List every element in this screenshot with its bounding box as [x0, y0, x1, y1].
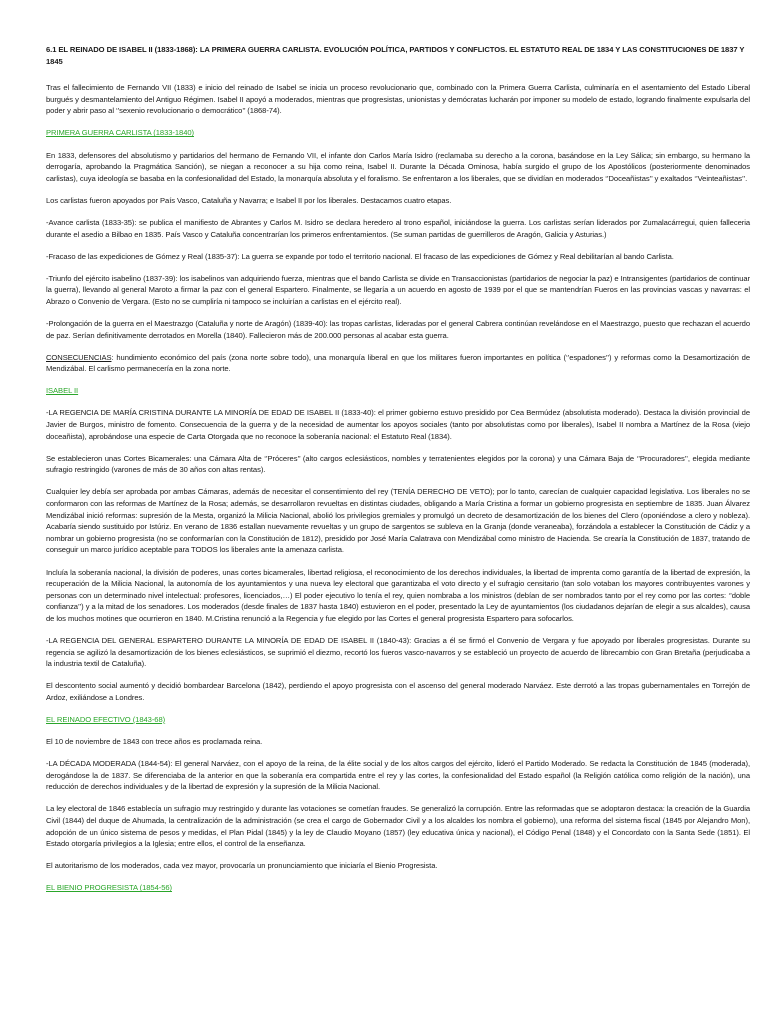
paragraph: Cualquier ley debía ser aprobada por ambas Cámaras, además de necesitar el consentimiento del rey (TENÍA DERECHO DE VETO); por lo tanto, carecían de cualquier capacidad legislativa. Los liberales no se conformaron con las reformas de Martínez de la Rosa; además, se desarrollaron revueltas en distintas ciudades, obligando a María Cristina a formar un gobierno progresista en septiembre de 1835. Juan Álvarez Mendizábal inició reformas: supresión de la Mesta, organizó la Milicia Nacional, abolió los privilegios gremiales y promulgó un decreto de desamortización de los bienes del Clero (oponiéndose a clero y nobleza). Acabaría siendo sustituido por Istúriz. En verano de 1836 estallan nuevamente revueltas y un grupo de sargentos se subleva en la Granja (donde veraneaba), forzándola a establecer la Constitución de Cádiz y a nombrar un gobierno progresista (no se conformarían con la Constitución de 1812), presidido por José María Calatrava con Mendizábal como ministro de Hacienda. Se crearía la Constitución de 1837, tratando de conseguir un marco jurídico aceptable para TODOS los liberales ante la amenaza carlista.: [46, 487, 750, 555]
paragraph: Se establecieron unas Cortes Bicamerales: una Cámara Alta de ‘’Próceres’’ (alto cargos eclesiásticos, nombles y terratenientes elegidos por la corona) y una Cámara Baja de ‘’Procuradores’’, elegida mediante sufragio restringido (varones de más de 30 años con altas rentas).: [46, 453, 750, 475]
paragraph: En 1833, defensores del absolutismo y partidarios del hermano de Fernando VII, el infante don Carlos María Isidro (reclamaba su derecho a la corona, basándose en la Ley Sálica; sin embargo, su hermano la derrogaría, aprobando la Pragmática Sanción), se niegan a reconocer a su hija como reina, Isabel II. Durante la Década Ominosa, había surgido el grupo de los Apostólicos (posteriormente denominados carlistas), cuya ideología se basaba en la confesionalidad del Estado, la monarquía absoluta y el foralismo. Se enfrentaron a los liberales, que se dividían en moderados ‘’Doceañistas’’ y exaltados ‘’Veinteañistas’’.: [46, 150, 750, 183]
paragraph: -LA REGENCIA DEL GENERAL ESPARTERO DURANTE LA MINORÍA DE EDAD DE ISABEL II (1840-43): Gracias a él se firmó el Convenio de Vergara y fue apoyado por liberales progresistas. Durante su regencia se agilizó la desamortización de los bienes eclesiásticos, se suprimió el diezmo, recortó los fueros vasco-navarros y se estableció un proyecto de acuerdo de librecambio con Gran Bretaña (perjudicaba a la industria textil de Cataluña).: [46, 635, 750, 669]
consecuencias-text: : hundimiento económico del país (zona norte sobre todo), una monarquía liberal en que los militares fueron importantes en política (‘’espadones’’) y reformas como la Desamortización de Mendizábal. El carlismo permanecería en la zona norte.: [46, 352, 750, 374]
paragraph: El autoritarismo de los moderados, cada vez mayor, provocaría un pronunciamiento que iniciaría el Bienio Progresista.: [46, 861, 438, 871]
paragraph: -Avance carlista (1833-35): se publica el manifiesto de Abrantes y Carlos M. Isidro se declara heredero al trono español, iniciándose la guerra. Los carlistas serían liderados por Zumalacárregui, quien falleceria durante el asedio a Bilbao en 1835. País Vasco y Cataluña concentrarían los primeros enfrentamientos. (Se suman partidas de guerrilleros de Aragón, Galicia y Asturias.): [46, 217, 750, 239]
paragraph: -LA DÉCADA MODERADA (1844-54): El general Narváez, con el apoyo de la reina, de la élite social y de los altos cargos del ejército, lideró el Partido Moderado. Se redacta la Constitución de 1845 (moderada), derogándose la de 1837. Se diferenciaba de la anterior en que la soberanía era compartida entre el rey y las cortes, la confesionalidad del Estado español (la Religión católica como religión de la nación), una reducción de derechos individuales y de la libertad de expresión y la supresión de la Milicia Nacional.: [46, 759, 750, 792]
section-heading-isabel-ii: ISABEL II: [46, 386, 79, 396]
consecuencias-paragraph: [46, 352, 750, 375]
section-heading-reinado-efectivo: EL REINADO EFECTIVO (1843-68): [46, 714, 166, 724]
paragraph: -Fracaso de las expediciones de Gómez y Real (1835-37): La guerra se expande por todo el territorio nacional. El fracaso de las expediciones de Gómez y Real debilitarían al bando Carlista.: [46, 251, 674, 261]
paragraph: -Prolongación de la guerra en el Maestrazgo (Cataluña y norte de Aragón) (1839-40): las tropas carlistas, lideradas por el general Cabrera continúan revelándose en el Maestrazgo, puesto que rechazan el acuerdo de paz. Serían definitivamente derrotados en Morella (1840). Fallecieron más de 200.000 personas al acabar esta guerra.: [46, 319, 750, 340]
intro-paragraph: Tras el fallecimiento de Fernando VII (1833) e inicio del reinado de Isabel se inicia un proceso revolucionario que, combinado con la Primera Guerra Carlista, culminaría en el asentamiento del Estado Liberal burgués y desmantelamiento del Antiguo Régimen. Isabel II apoyó a moderados, mientras que progresistas, unionistas y demócratas lucharán por imponer su modelo de estado, logrando finalmente expulsarla del poder y abrir paso al ‘’sexenio revolucionario o democrático’’ (1868-74).: [46, 83, 750, 116]
paragraph: -LA REGENCIA DE MARÍA CRISTINA DURANTE LA MINORÍA DE EDAD DE ISABEL II (1833-40): el primer gobierno estuvo presidido por Cea Bermúdez (absolutista moderado). Destaca la división provincial de Javier de Burgos, ministro de fomento. Consecuencia de la guerra y de la necesidad de aumentar los apoyos sociales (tanto por absolutistas como por liberales), Isabel II nombra a Martínez de la Rosa (viejo doceañista), aprobándose una especie de Carta Otorgada que no reconoce la soberanía nacional: el Estatuto Real (1834).: [46, 408, 750, 441]
document-page: [46, 44, 750, 904]
consecuencias-label: CONSECUENCIAS: [46, 352, 112, 362]
paragraph: El 10 de noviembre de 1843 con trece años es proclamada reina.: [46, 737, 263, 747]
paragraph: Los carlistas fueron apoyados por País Vasco, Cataluña y Navarra; e Isabel II por los liberales. Destacamos cuatro etapas.: [46, 195, 452, 205]
section-heading-bienio-progresista: EL BIENIO PROGRESISTA (1854-56): [46, 883, 173, 893]
document-title: 6.1 EL REINADO DE ISABEL II (1833-1868): LA PRIMERA GUERRA CARLISTA. EVOLUCIÓN POLÍTICA, PARTIDOS Y CONFLICTOS. EL ESTATUTO REAL DE 1834 Y LAS CONSTITUCIONES DE 1837 Y 1845: [46, 45, 745, 66]
paragraph: -Triunfo del ejército isabelino (1837-39): los isabelinos van adquiriendo fuerza, mientras que el bando Carlista se divide en Transaccionistas (partidarios de negociar la paz) e Intransigentes (partidarios de continuar la guerra), llevando al general Maroto a firmar la paz con el general Espartero. Finalmente, se llegaría a un acuerdo en agosto de 1939 por el que se mantendrían Fueros en las provincias vascas y navarras: el Abrazo o Convenio de Vergara. (Esto no se cumpliría ni tampoco se incluirían a carlistas en el ejército real).: [46, 273, 750, 306]
paragraph: La ley electoral de 1846 establecía un sufragio muy restringido y durante las votaciones se cometían fraudes. Se generalizó la corrupción. Entre las reformadas que se adoptaron destaca: la creación de la Guardia Civil (1844) del duque de Ahumada, la centralización de la administración (se crea el cargo de Gobernador Civil y a los alcaldes los nombra el gobierno), una reforma del sistema fiscal (1845 por Alejandro Mon), adopción de un único sistema de pesos y medidas, el Plan Pidal (1845) y la ley de Claudio Moyano (1857) (ley educativa única y nacional), el Código Penal (1848) y el Concordato con la Santa Sede (1851). El Estado otorgaría privilegios a la Iglesia; entre ellos, el control de la enseñanza.: [46, 804, 750, 849]
paragraph: El descontento social aumentó y decidió bombardear Barcelona (1842), perdiendo el apoyo progresista con el ascenso del general moderado Narváez. Este derrotó a las tropas gubernamentales en Torrejón de Ardoz, exiliándose a Londres.: [46, 681, 750, 702]
section-heading-primera-guerra-carlista: PRIMERA GUERRA CARLISTA (1833-1840): [46, 128, 195, 138]
paragraph: Incluía la soberanía nacional, la división de poderes, unas cortes bicamerales, libertad religiosa, el reconocimiento de los derechos individuales, la libertad de imprenta como garantía de la libertad de expresión, la recuperación de la Milicia Nacional, la autonomía de los ayuntamientos y una nueva ley electoral que garantizaba el voto directo y el sufragio censitario (tan solo votaban los mayores contribuyentes varones y personas con un determinado nivel intelectual: profesores, licenciados,…) El poder ejecutivo lo tenía el rey, quien nombraba a los ministros (debían de ser nombrados tanto por el rey como por las cortes: ‘’doble confianza’’) y a la mitad de los senadores. Los moderados (desde finales de 1837 hasta 1840) estuvieron en el poder, presentado la Ley de ayuntamientos (los ciudadanos dejarían de elegir a sus alcaldes), causa de los muchos motines que ocurrieron en 1840. M.Cristina renunció a la Regencia y fue elegido por las Cortes el general progresista Espartero para sofocarlos.: [46, 567, 750, 623]
